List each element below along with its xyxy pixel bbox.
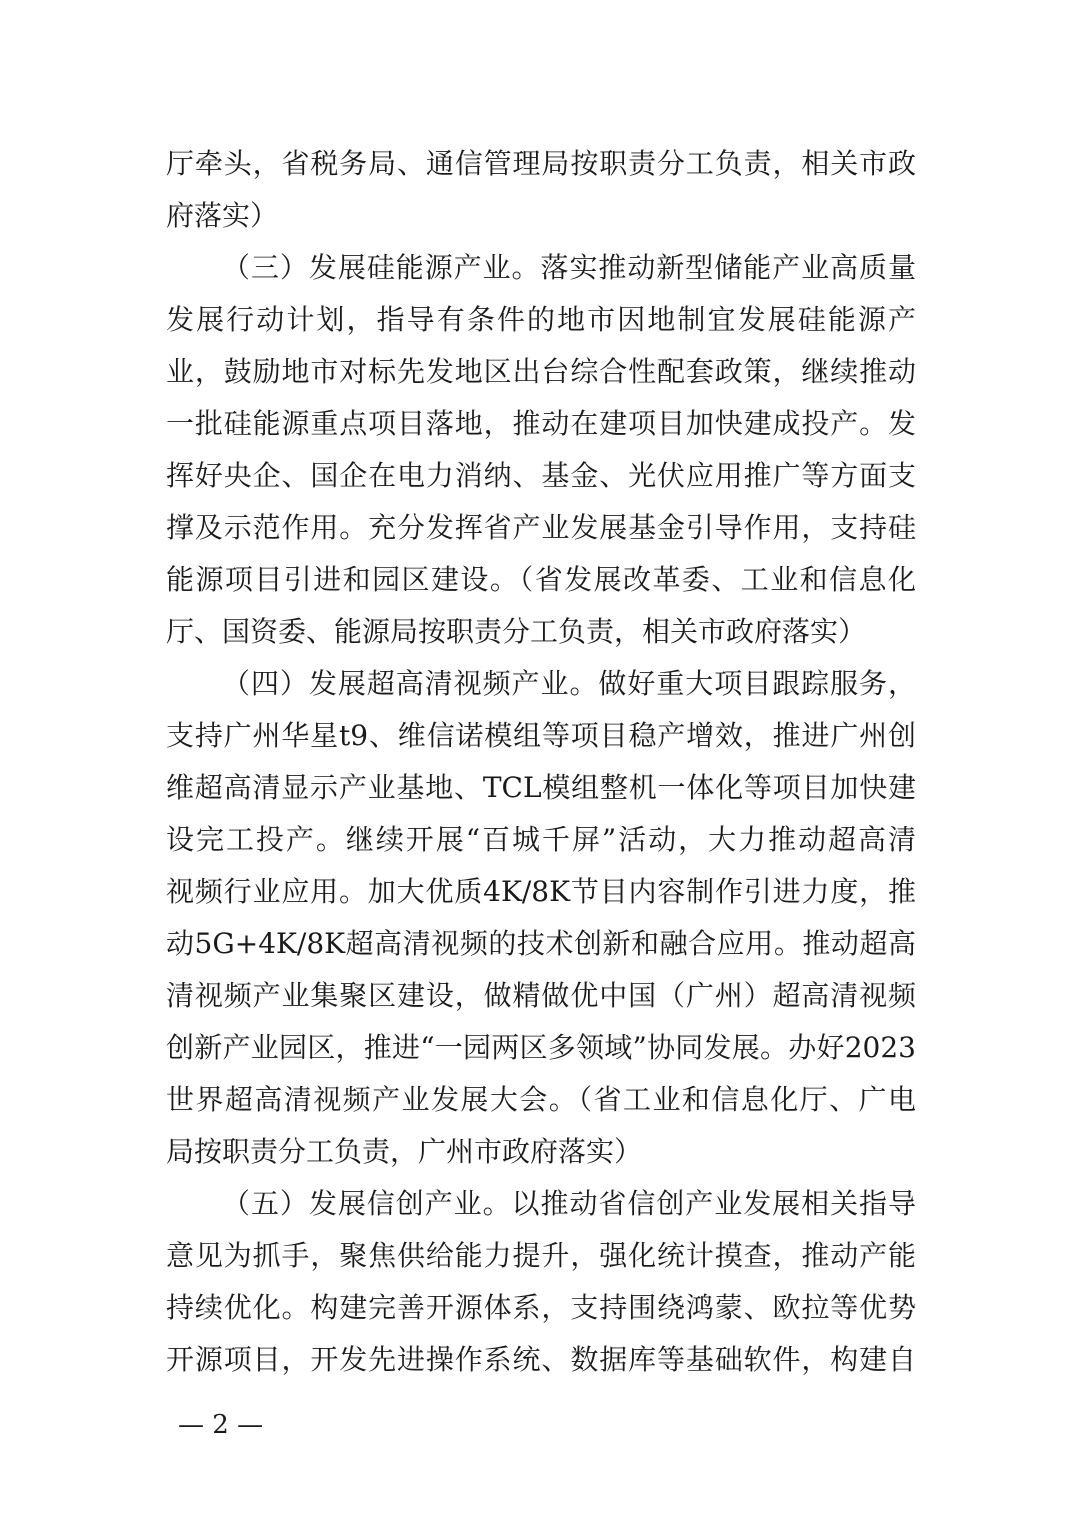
text-line: 府落实）: [166, 199, 279, 232]
text-line: 撑及示范作用。充分发挥省产业发展基金引导作用，支持硅: [166, 511, 916, 544]
page-number: — 2 —: [178, 1410, 264, 1440]
text-line: 支持广州华星t9、维信诺模组等项目稳产增效，推进广州创: [166, 719, 916, 752]
text-line: 一批硅能源重点项目落地，推动在建项目加快建成投产。发: [166, 407, 916, 440]
text-line: 意见为抓手，聚焦供给能力提升，强化统计摸查，推动产能: [166, 1239, 916, 1272]
text-line: 动5G+4K/8K超高清视频的技术创新和融合应用。推动超高: [166, 927, 916, 960]
text-line: 世界超高清视频产业发展大会。（省工业和信息化厅、广电: [166, 1083, 916, 1116]
text-line: 维超高清显示产业基地、TCL模组整机一体化等项目加快建: [166, 771, 916, 804]
text-line: 设完工投产。继续开展“百城千屏”活动，大力推动超高清: [166, 823, 916, 856]
section-heading-line: （三）发展硅能源产业。落实推动新型储能产业高质量: [222, 251, 916, 284]
text-line: 厅牵头，省税务局、通信管理局按职责分工负责，相关市政: [166, 147, 916, 180]
text-line: 清视频产业集聚区建设，做精做优中国（广州）超高清视频: [166, 979, 916, 1012]
text-line: 创新产业园区，推进“一园两区多领域”协同发展。办好2023: [166, 1031, 916, 1064]
section-heading-line: （四）发展超高清视频产业。做好重大项目跟踪服务，: [222, 667, 916, 700]
text-line: 业，鼓励地市对标先发地区出台综合性配套政策，继续推动: [166, 355, 916, 388]
text-line: 开源项目，开发先进操作系统、数据库等基础软件，构建自: [166, 1343, 916, 1376]
text-line: 持续优化。构建完善开源体系，支持围绕鸿蒙、欧拉等优势: [166, 1291, 916, 1324]
text-line: 视频行业应用。加大优质4K/8K节目内容制作引进力度，推: [166, 875, 916, 908]
text-line: 能源项目引进和园区建设。（省发展改革委、工业和信息化: [166, 563, 916, 596]
section-heading-line: （五）发展信创产业。以推动省信创产业发展相关指导: [222, 1187, 916, 1220]
document-body: [166, 138, 916, 1386]
text-line: 局按职责分工负责，广州市政府落实）: [166, 1135, 643, 1168]
text-line: 挥好央企、国企在电力消纳、基金、光伏应用推广等方面支: [166, 459, 916, 492]
text-line: 厅、国资委、能源局按职责分工负责，相关市政府落实）: [166, 615, 867, 648]
text-line: 发展行动计划，指导有条件的地市因地制宜发展硅能源产: [166, 303, 916, 336]
